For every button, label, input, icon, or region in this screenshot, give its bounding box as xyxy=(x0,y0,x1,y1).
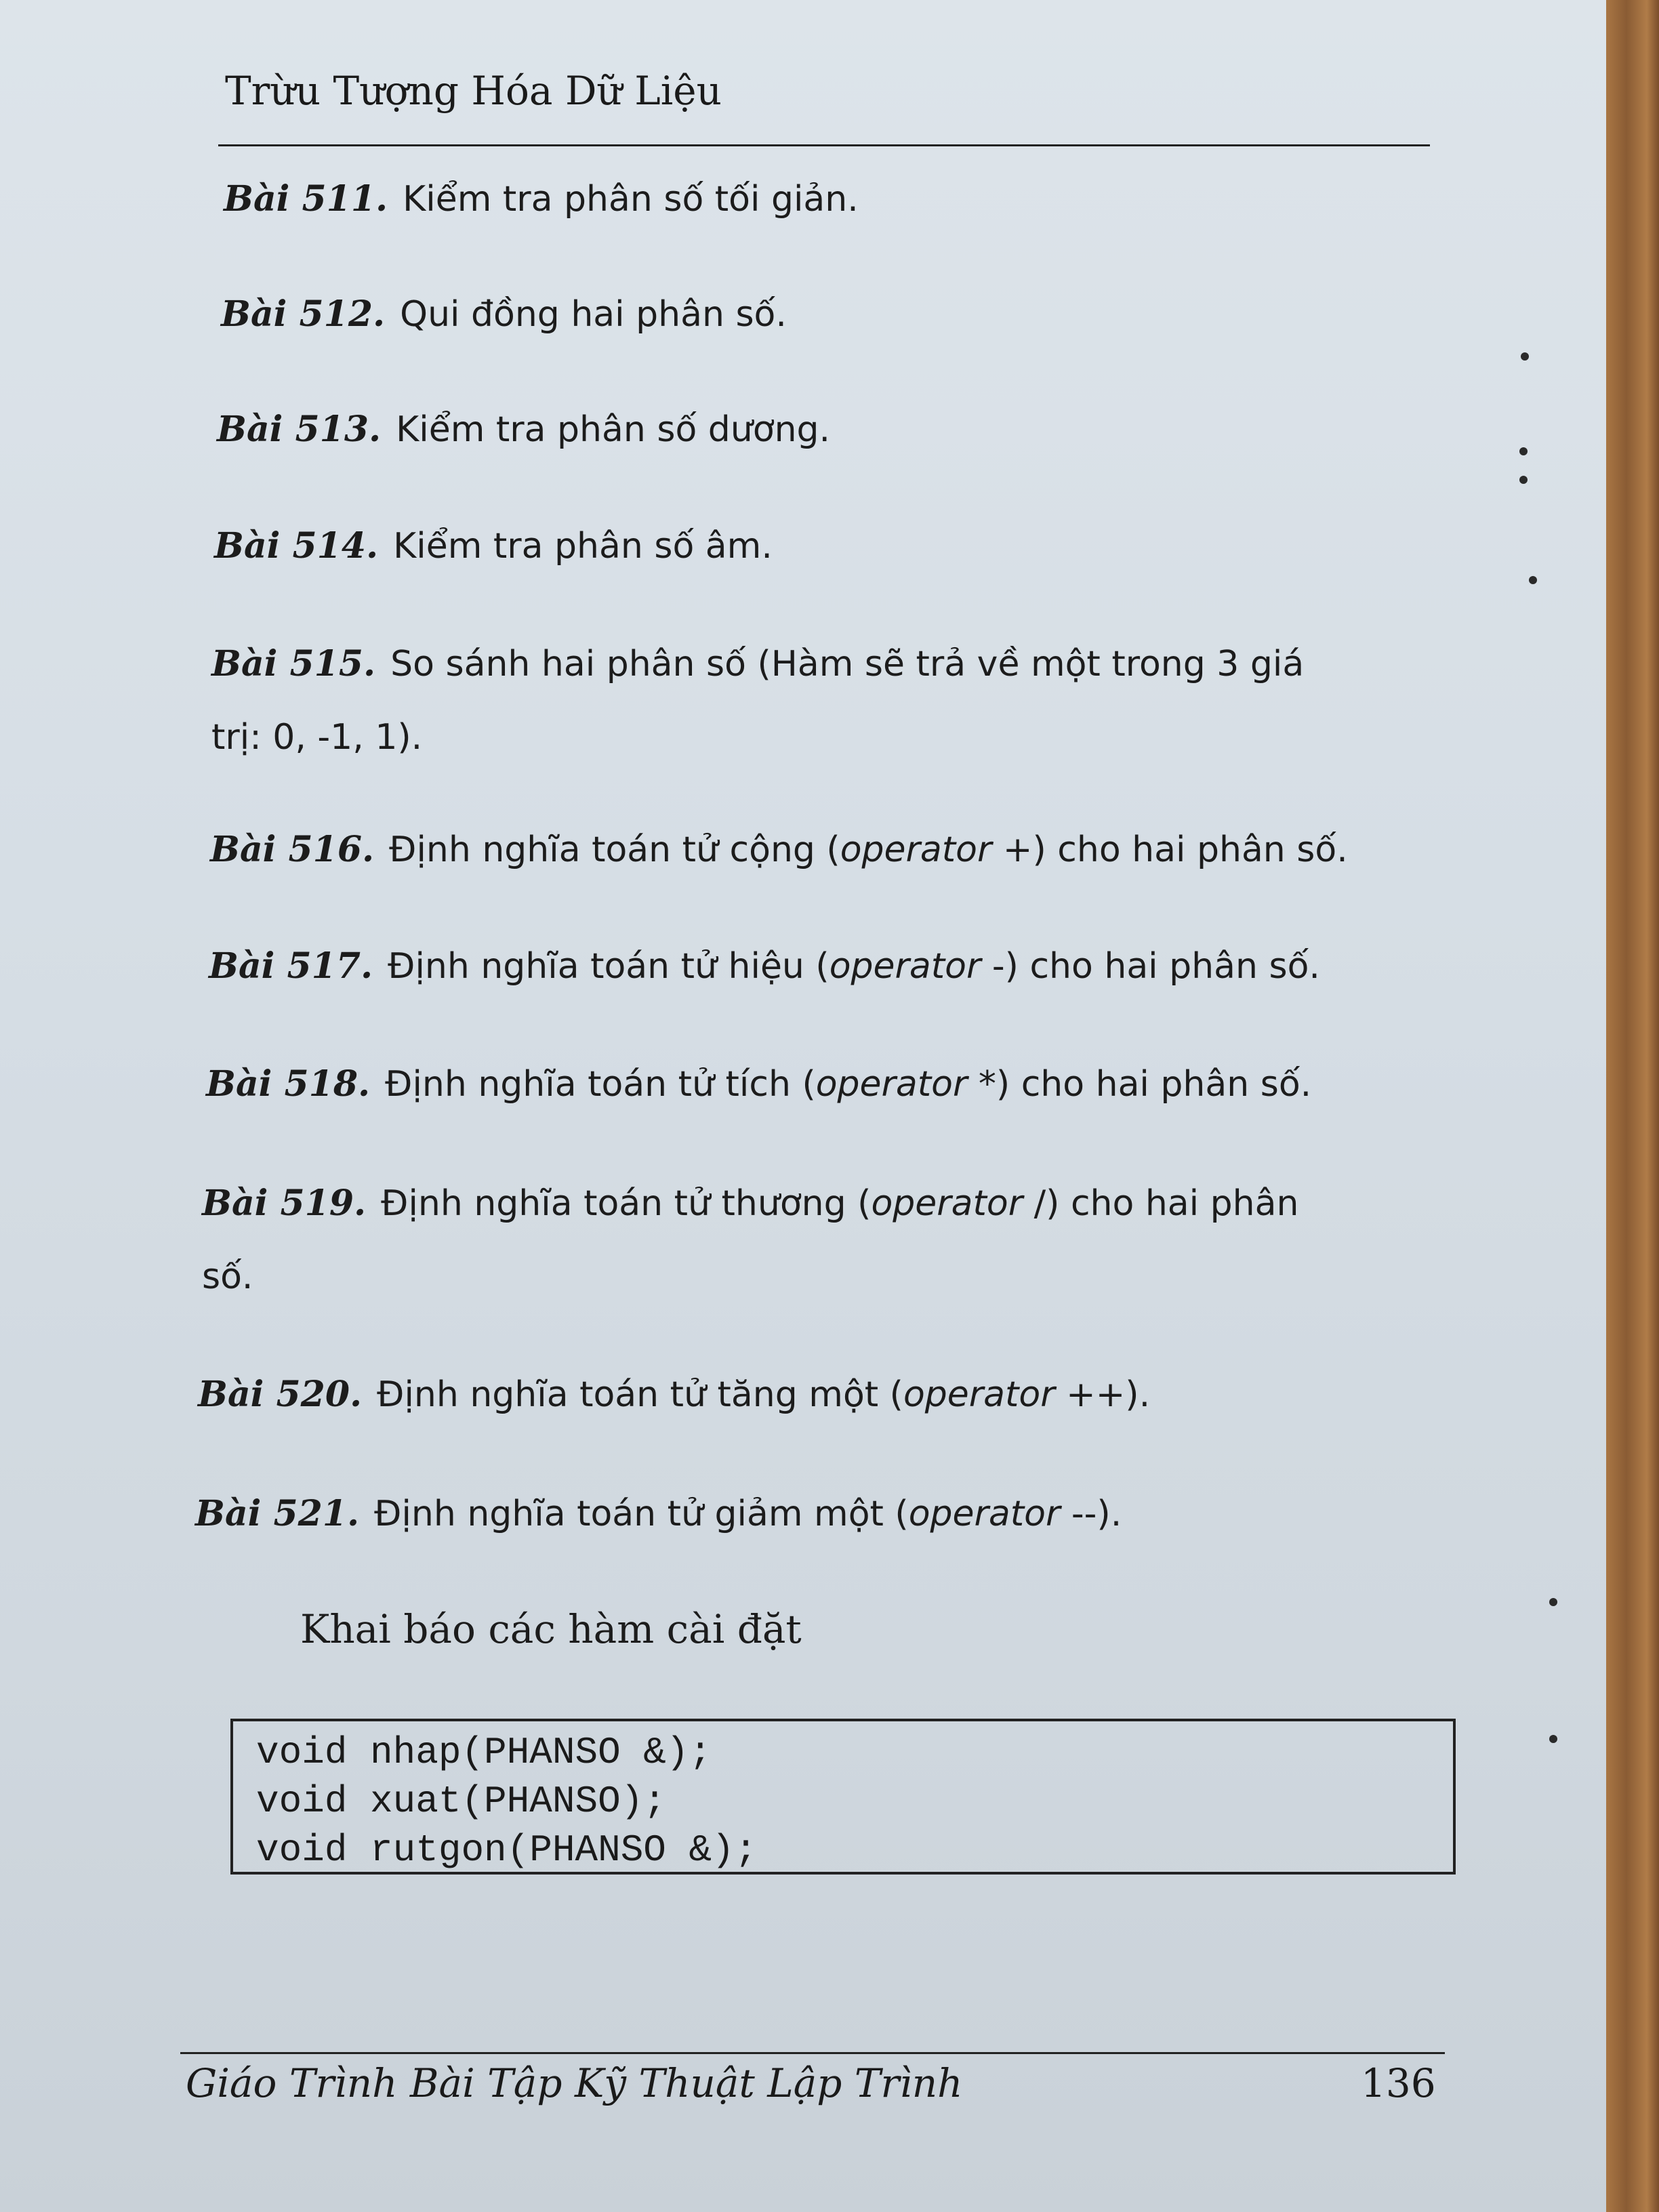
page-number: 136 xyxy=(1361,2060,1436,2106)
exercise-text-end: --). xyxy=(1060,1494,1122,1534)
footer-rule xyxy=(180,2052,1445,2054)
exercise-number: Bài 519. xyxy=(202,1183,367,1224)
exercise-text: Kiểm tra phân số tối giản. xyxy=(403,179,859,220)
exercise-number: Bài 511. xyxy=(224,178,388,220)
exercise-number: Bài 515. xyxy=(211,643,376,684)
operator-keyword: operator xyxy=(871,1183,1023,1224)
exercise-521 xyxy=(195,1477,1122,1551)
running-header-title: Trừu Tượng Hóa Dữ Liệu xyxy=(225,68,722,114)
exercise-text-end: *) cho hai phân số. xyxy=(967,1064,1312,1105)
exercise-text: Định nghĩa toán tử cộng ( xyxy=(389,830,840,870)
declarations-heading: Khai báo các hàm cài đặt xyxy=(300,1606,802,1652)
exercise-514 xyxy=(214,510,773,583)
exercise-text-end: /) cho hai phân xyxy=(1023,1183,1299,1224)
exercise-continuation: số. xyxy=(202,1256,253,1297)
exercise-513 xyxy=(217,393,830,466)
paper-speck xyxy=(1521,352,1529,361)
exercise-515 xyxy=(211,628,1304,774)
exercise-text: So sánh hai phân số (Hàm sẽ trả về một trong 3 giá xyxy=(390,644,1305,684)
operator-keyword: operator xyxy=(908,1494,1061,1534)
exercise-519 xyxy=(202,1167,1298,1313)
exercise-text: Kiểm tra phân số âm. xyxy=(393,526,773,567)
code-block xyxy=(230,1719,1456,1875)
operator-keyword: operator xyxy=(829,946,981,987)
exercise-number: Bài 518. xyxy=(206,1063,371,1105)
exercise-text: Định nghĩa toán tử hiệu ( xyxy=(388,946,830,987)
paper-speck xyxy=(1549,1735,1557,1743)
exercise-number: Bài 513. xyxy=(217,409,382,450)
exercise-continuation: trị: 0, -1, 1). xyxy=(211,717,423,758)
exercise-number: Bài 517. xyxy=(209,945,373,987)
exercise-text-end: ++). xyxy=(1054,1374,1151,1415)
exercise-number: Bài 521. xyxy=(195,1493,360,1534)
exercise-text: Định nghĩa toán tử tăng một ( xyxy=(377,1374,903,1415)
paper-speck xyxy=(1549,1598,1557,1606)
exercise-511 xyxy=(224,163,859,236)
exercise-517 xyxy=(209,930,1320,1003)
code-line: void rutgon(PHANSO &); xyxy=(256,1828,758,1872)
exercise-number: Bài 520. xyxy=(198,1374,363,1415)
operator-keyword: operator xyxy=(840,830,992,870)
paper-speck xyxy=(1529,576,1537,584)
exercise-number: Bài 512. xyxy=(221,293,386,335)
exercise-518 xyxy=(206,1048,1311,1121)
exercise-text-end: +) cho hai phân số. xyxy=(991,830,1348,870)
code-line: void nhap(PHANSO &); xyxy=(256,1731,712,1774)
exercise-text: Định nghĩa toán tử thương ( xyxy=(381,1183,872,1224)
footer-book-title: Giáo Trình Bài Tập Kỹ Thuật Lập Trình xyxy=(186,2060,963,2106)
exercise-512 xyxy=(221,278,787,351)
exercise-text: Kiểm tra phân số dương. xyxy=(396,409,831,450)
header-rule xyxy=(218,144,1430,146)
code-line: void xuat(PHANSO); xyxy=(256,1780,666,1823)
exercise-text: Định nghĩa toán tử giảm một ( xyxy=(374,1494,909,1534)
exercise-number: Bài 516. xyxy=(210,829,375,870)
exercise-text-end: -) cho hai phân số. xyxy=(981,946,1320,987)
exercise-520 xyxy=(198,1358,1150,1431)
paper-speck xyxy=(1519,447,1528,455)
exercise-text: Định nghĩa toán tử tích ( xyxy=(385,1064,816,1105)
operator-keyword: operator xyxy=(815,1064,968,1105)
exercise-text: Qui đồng hai phân số. xyxy=(400,294,787,335)
exercise-516 xyxy=(210,813,1348,886)
paper-speck xyxy=(1519,476,1528,484)
exercise-number: Bài 514. xyxy=(214,525,379,567)
operator-keyword: operator xyxy=(903,1374,1055,1415)
